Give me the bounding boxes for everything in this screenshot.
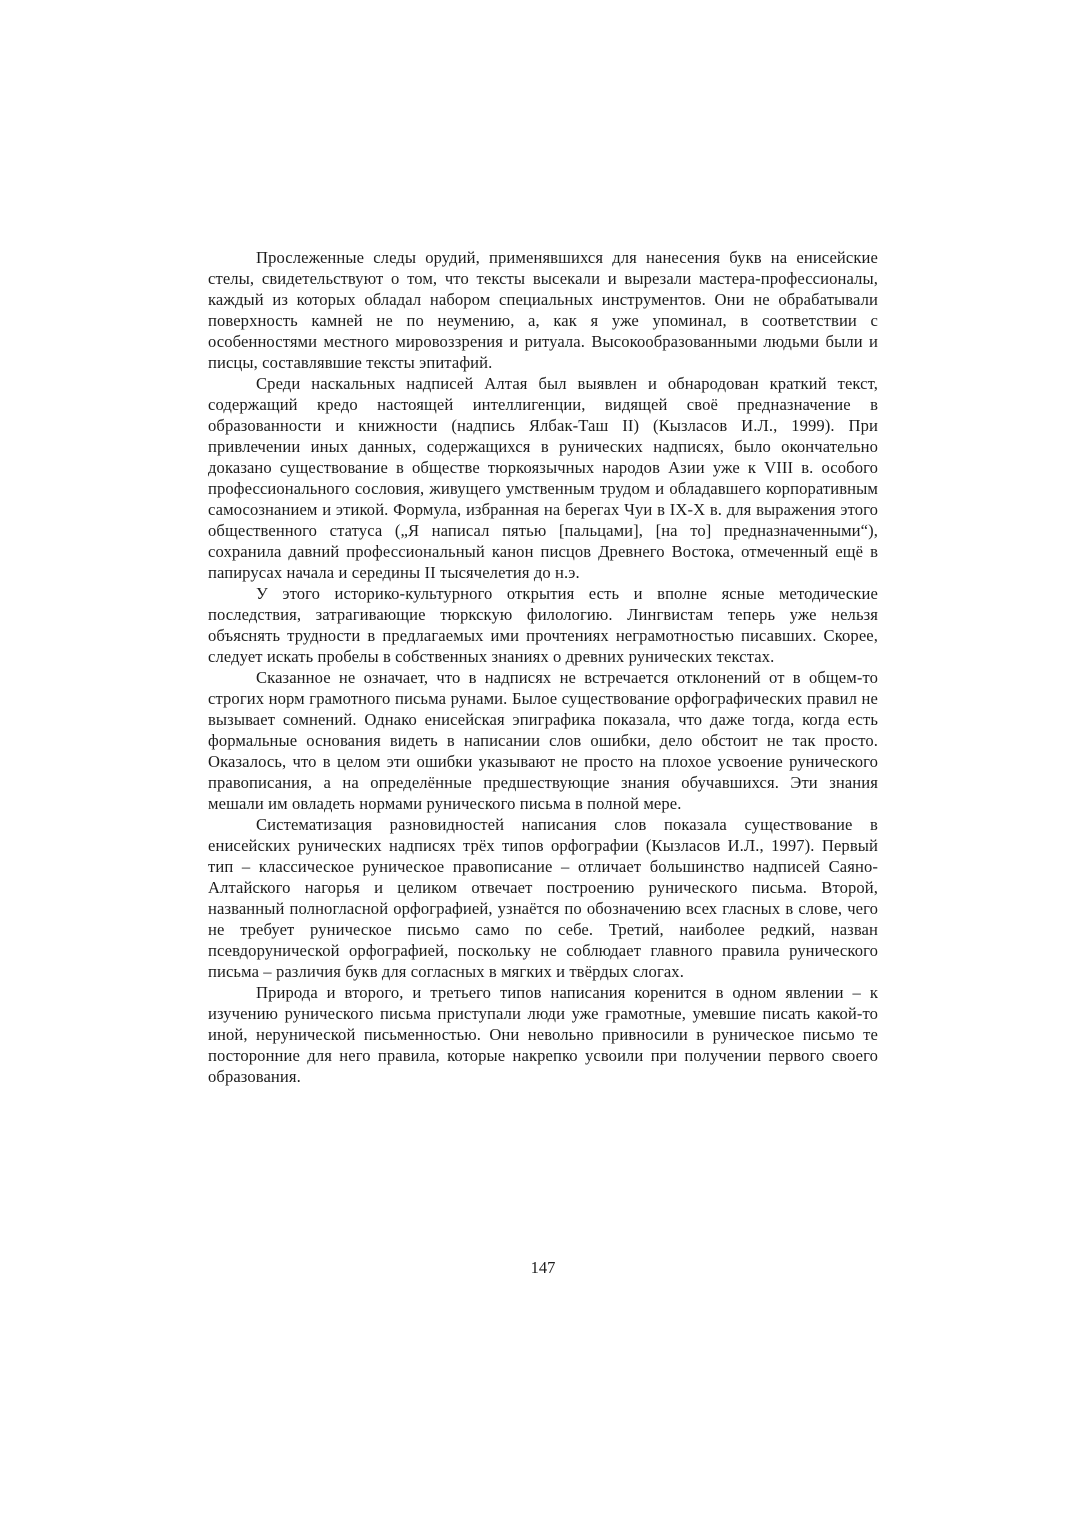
paragraph: У этого историко-культурного открытия есть и вполне ясные методические последствия, затрагивающие тюркскую филологию. Лингвистам теперь уже нельзя объяснять трудности в предлагаемых ими прочтениях неграмотностью писавших. Скорее, следует искать пробелы в собственных знаниях о древних рунических текстах. (208, 584, 878, 666)
paragraph: Прослеженные следы орудий, применявшихся для нанесения букв на енисейские стелы, свидетельствуют о том, что тексты высекали и вырезали мастера-профессионалы, каждый из которых обладал набором специальных инструментов. Они не обрабатывали поверхность камней не по неумению, а, как я уже упоминал, в соответствии с особенностями местного мировоззрения и ритуала. Высокообразованными людьми были и писцы, составлявшие тексты эпитафий. (208, 248, 878, 372)
page-text-block (208, 247, 878, 1087)
paragraph: Сказанное не означает, что в надписях не встречается отклонений от в общем-то строгих норм грамотного письма рунами. Былое существование орфографических правил не вызывает сомнений. Однако енисейская эпиграфика показала, что даже тогда, когда есть формальные основания видеть в написании слов ошибки, дело обстоит не так просто. Оказалось, что в целом эти ошибки указывают не просто на плохое усвоение рунического правописания, а на определённые предшествующие знания обучавшихся. Эти знания мешали им овладеть нормами рунического письма в полной мере. (208, 668, 878, 813)
paragraph: Систематизация разновидностей написания слов показала существование в енисейских рунических надписях трёх типов орфографии (Кызласов И.Л., 1997). Первый тип – классическое руническое правописание – отличает большинство надписей Саяно-Алтайского нагорья и целиком отвечает построению рунического письма. Второй, названный полногласной орфографией, узнаётся по обозначению всех гласных в слове, чего не требует руническое письмо само по себе. Третий, наиболее редкий, назван псевдорунической орфографией, поскольку не соблюдает главного правила рунического письма – различия букв для согласных в мягких и твёрдых слогах. (208, 815, 878, 981)
paragraph: Природа и второго, и третьего типов написания коренится в одном явлении – к изучению рунического письма приступали люди уже грамотные, умевшие писать какой-то иной, нерунической письменностью. Они невольно привносили в руническое письмо те посторонние для него правила, которые накрепко усвоили при получении первого своего образования. (208, 983, 878, 1086)
page-number: 147 (530, 1258, 556, 1277)
paragraph: Среди наскальных надписей Алтая был выявлен и обнародован краткий текст, содержащий кредо настоящей интеллигенции, видящей своё предназначение в образованности и книжности (надпись Ялбак-Таш II) (Кызласов И.Л., 1999). При привлечении иных данных, содержащихся в рунических надписях, было окончательно доказано существование в обществе тюркоязычных народов Азии уже к VIII в. особого профессионального сословия, живущего умственным трудом и обладавшего корпоративным самосознанием и этикой. Формула, избранная на берегах Чуи в IX-X в. для выражения этого общественного статуса („Я написал пятью [пальцами], [на то] предназначенными“), сохранила давний профессиональный канон писцов Древнего Востока, отмеченный ещё в папирусах начала и середины II тысячелетия до н.э. (208, 374, 878, 582)
